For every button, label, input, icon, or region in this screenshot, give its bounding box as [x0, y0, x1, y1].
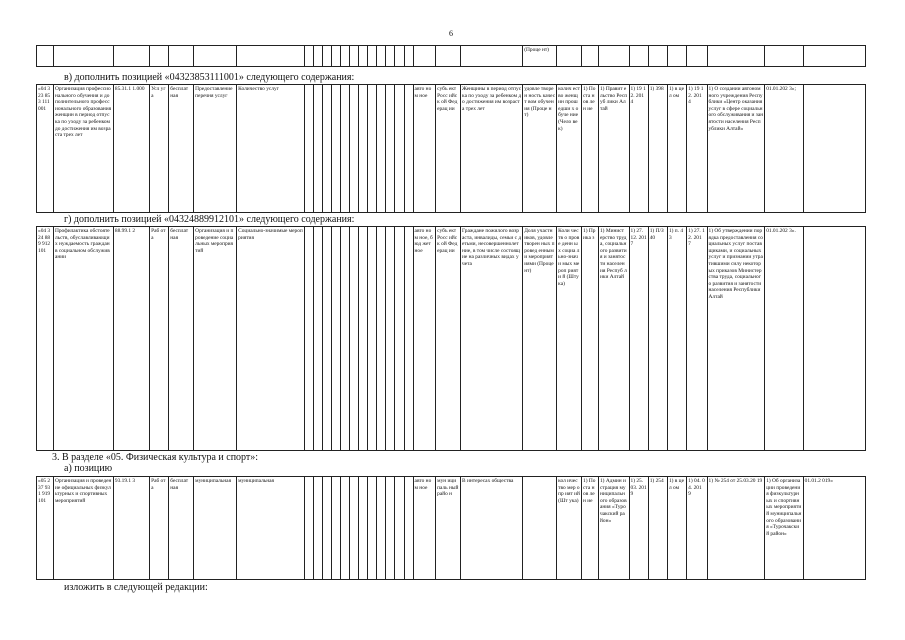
table-cell: «05 237 931 919 101	[37, 477, 54, 580]
table-cell	[377, 477, 386, 580]
table-cell	[150, 46, 169, 67]
table-cell	[629, 46, 648, 67]
table-cell: В интересах общества	[461, 477, 523, 580]
table-row	[37, 85, 866, 213]
table-cell	[582, 46, 599, 67]
table-cell	[332, 227, 341, 451]
table-cell	[341, 85, 350, 213]
table-cell: 1) По ста нов лен ие	[582, 85, 599, 213]
table-cell	[332, 46, 341, 67]
table-cell: Усл уга	[150, 85, 169, 213]
table-cell	[194, 46, 237, 67]
table-cell	[314, 227, 323, 451]
table-cell	[395, 227, 404, 451]
table-cell	[377, 46, 386, 67]
table-cell	[341, 227, 350, 451]
paragraph-g: г) дополнить позицией «04324889912101» следующего содержания:	[64, 214, 355, 225]
table-cell	[461, 46, 523, 67]
table-row	[37, 46, 866, 67]
section-3-item-a: а) позицию	[64, 463, 113, 474]
table-cell: «04 324 889 912 101	[37, 227, 54, 451]
table-cell	[341, 477, 350, 580]
table-cell	[523, 477, 557, 580]
table-cell: удовле творен ность качест вом обучен ия (Проце нт)	[523, 85, 557, 213]
table-cell: 01.01.202 3».	[765, 227, 803, 451]
table-cell	[436, 46, 461, 67]
table-cell	[368, 85, 377, 213]
page-number: 6	[449, 29, 453, 38]
table-cell	[304, 46, 313, 67]
table-cell: 1) 19 12. 201 4	[629, 85, 648, 213]
table-cell	[395, 85, 404, 213]
table-continuation	[36, 45, 866, 67]
table-cell: Раб ота	[150, 477, 169, 580]
table-row	[37, 477, 866, 580]
section-3-heading: 3. В разделе «05. Физическая культура и спорт»:	[52, 452, 259, 463]
table-row	[37, 227, 866, 451]
table-cell	[765, 46, 803, 67]
table-cell	[648, 46, 667, 67]
table-cell	[359, 46, 368, 67]
table-cell: 1) 27. 12. 201 7	[687, 227, 707, 451]
table-cell	[323, 85, 332, 213]
table-cell	[314, 477, 323, 580]
table-cell: бесплат ная	[169, 477, 194, 580]
table-cell: 1) 25. 03. 201 9	[629, 477, 648, 580]
table-cell: 1) Минист ерство труда, социального развития и занятости населения Респуб лики Алтай	[598, 227, 629, 451]
paragraph-final: изложить в следующей редакции:	[64, 582, 208, 593]
table-cell	[404, 477, 413, 580]
table-cell: 01.01.202 3»;	[765, 85, 803, 213]
table-cell	[377, 227, 386, 451]
table-cell	[368, 477, 377, 580]
table-cell: 1) 398	[648, 85, 667, 213]
table-cell: 1) Правит ельство Респуб лики Алтай	[598, 85, 629, 213]
table-cell: 1) 04. 04. 201 9	[687, 477, 707, 580]
table-cell: 93.19.1 3	[113, 477, 149, 580]
table-cell	[687, 46, 707, 67]
table-cell	[667, 46, 686, 67]
table-cell: 88.99.1 2	[113, 227, 149, 451]
table-cell	[395, 477, 404, 580]
table-cell	[350, 477, 359, 580]
table-cell	[557, 46, 582, 67]
table-cell	[803, 227, 865, 451]
table-cell: Профилактика обстоятельств, обуславливающих нуждаемость граждан в социальном обслуживании	[53, 227, 113, 451]
table-cell	[323, 227, 332, 451]
table-cell: Женщины в период отпуска по уходу за ребенком до достижения им возраста трех лет	[461, 85, 523, 213]
table-cell	[350, 85, 359, 213]
table-cell	[314, 46, 323, 67]
table-cell	[53, 46, 113, 67]
table-cell: (Проце нт)	[523, 46, 557, 67]
table-position-04324889912101	[36, 226, 866, 451]
table-cell	[386, 477, 395, 580]
table-cell: 85.31.1 1.000	[113, 85, 149, 213]
table-cell: 1) п. 43	[667, 227, 686, 451]
table-cell	[113, 46, 149, 67]
table-cell	[386, 46, 395, 67]
table-position-04323853111001	[36, 84, 866, 213]
table-cell	[350, 46, 359, 67]
table-cell	[395, 46, 404, 67]
table-cell: 1) О создании автономного учреждения Республики «Центр оказания услуг в сфере социального обслуживания и занятости населения Республики Алтай»	[707, 85, 765, 213]
table-cell	[359, 477, 368, 580]
table-cell	[304, 227, 313, 451]
table-cell: субъ ект Росс ийск ой Фед ерац ии	[436, 227, 461, 451]
table-cell	[169, 46, 194, 67]
table-cell	[37, 46, 54, 67]
table-cell: Предоставление перечня услуг	[194, 85, 237, 213]
table-cell: субъ ект Росс ийск ой Фед ерац ии	[436, 85, 461, 213]
table-cell	[359, 227, 368, 451]
table-cell	[323, 477, 332, 580]
table-position-05237931919101	[36, 476, 866, 580]
table-cell: Социально-значимые мероприятия	[237, 227, 305, 451]
table-cell: Раб ота	[150, 227, 169, 451]
table-cell	[413, 46, 436, 67]
table-cell	[404, 85, 413, 213]
table-cell: 1) в цел ом	[667, 477, 686, 580]
table-cell: 1) 27. 12. 201 7	[629, 227, 648, 451]
table-cell: авто ном ное	[413, 85, 436, 213]
table-cell: кол ичес тво мер опр ият ий (Шт ука)	[557, 477, 582, 580]
table-cell: бесплат ная	[169, 85, 194, 213]
table-cell: 1) Об организации проведения физкультурных и спортивных мероприятий муниципального образования «Турочакский район»	[765, 477, 803, 580]
table-cell: Количество услуг	[237, 85, 305, 213]
table-cell	[404, 227, 413, 451]
table-cell: 1) П/З 40	[648, 227, 667, 451]
table-cell: 1) По ста нов лен ие	[582, 477, 599, 580]
table-cell	[304, 477, 313, 580]
table-cell: муниципальная	[237, 477, 305, 580]
table-cell	[323, 46, 332, 67]
table-cell: 01.01.2 019»	[803, 477, 865, 580]
table-cell: авто ном ное	[413, 477, 436, 580]
table-cell: Граждане пожилого возраста, инвалиды, семьи с детьми, несовершеннолетние, в том числе состоящие на различных видах учета	[461, 227, 523, 451]
table-cell: муниципальная	[194, 477, 237, 580]
table-cell: Доля участн иков, удовле творен ных провед енными мероприятиями (Проце нт)	[523, 227, 557, 451]
table-cell: Организация профессионального обучения и дополнительного профессионального образования женщин в период отпуска по уходу за ребенком до достижения им возраста трех лет	[53, 85, 113, 213]
table-cell: 1) Пр ика з	[582, 227, 599, 451]
table-cell: мун ици паль ный райо н	[436, 477, 461, 580]
table-cell: 1) Админ истрация муниципального образования «Турочакский район»	[598, 477, 629, 580]
table-cell: бесплат ная	[169, 227, 194, 451]
table-cell	[341, 46, 350, 67]
table-cell	[350, 227, 359, 451]
table-cell: 1) 254	[648, 477, 667, 580]
table-cell: «04 323 853 111 001	[37, 85, 54, 213]
table-cell: колич ество женщ ин прош едши х обуче ние (Чело век)	[557, 85, 582, 213]
table-cell: 1) Об утверждении порядка предоставления социальных услуг поставщиками, и социальных услуг и признании утратившими силу некоторых приказов Министерства труда, социального развития и занятости населения Республики Алтай	[707, 227, 765, 451]
table-cell	[386, 227, 395, 451]
table-cell: 1) в цел ом	[667, 85, 686, 213]
table-cell	[237, 46, 305, 67]
table-cell	[368, 46, 377, 67]
table-cell	[332, 477, 341, 580]
table-cell	[803, 46, 865, 67]
table-cell	[386, 85, 395, 213]
table-cell	[803, 85, 865, 213]
table-cell: авто ном ное, бюд жет ное	[413, 227, 436, 451]
table-cell	[368, 227, 377, 451]
table-cell: Организация и проведение официальных физкультурных и спортивных мероприятий	[53, 477, 113, 580]
table-cell	[304, 85, 313, 213]
table-cell	[377, 85, 386, 213]
table-cell	[598, 46, 629, 67]
table-cell: Коли честв о прове денн ых социа льно-значи мых мероп рияти й (Шту ка)	[557, 227, 582, 451]
table-cell: 1) № 254 от 25.03.20 19	[707, 477, 765, 580]
table-cell	[359, 85, 368, 213]
paragraph-v: в) дополнить позицией «04323853111001» следующего содержания:	[64, 72, 355, 83]
table-cell	[332, 85, 341, 213]
table-cell: 1) 19 12. 201 4	[687, 85, 707, 213]
table-cell	[707, 46, 765, 67]
table-cell: Организация и проведение социальных мероприятий	[194, 227, 237, 451]
table-cell	[314, 85, 323, 213]
table-cell	[404, 46, 413, 67]
